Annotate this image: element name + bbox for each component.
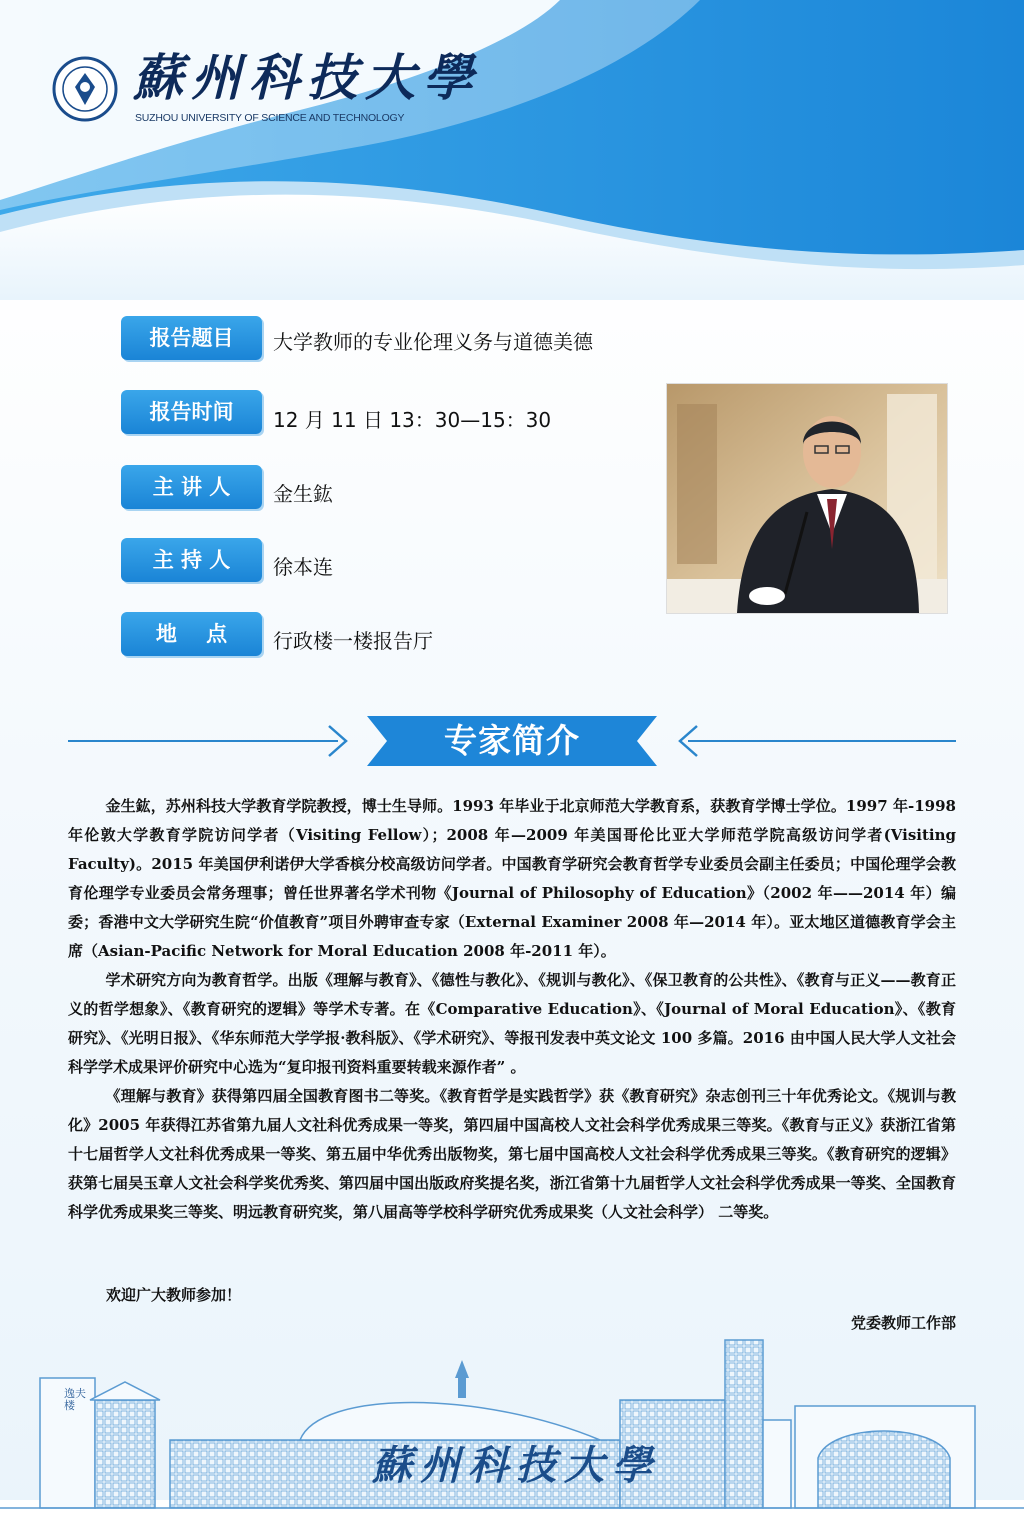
value-host: 徐本连 bbox=[273, 555, 333, 579]
value-topic: 大学教师的专业伦理义务与道德美德 bbox=[273, 330, 593, 354]
value-time: 12 月 11 日 13：30—15：30 bbox=[273, 408, 552, 432]
welcome-text: 欢迎广大教师参加！ bbox=[106, 1286, 242, 1304]
university-seal-icon bbox=[52, 56, 118, 122]
bio-paragraph: 《理解与教育》获得第四届全国教育图书二等奖。《教育哲学是实践哲学》获《教育研究》杂志创刊三十年优秀论文。《规训与教化》2005 年获得江苏省第九届人文社科优秀成果一等奖，第四届中国高校人文社会科学优秀成果三等奖。《教育与正义》获浙江省第十七届哲学人文社科优秀成果一等奖、第五届中华优秀出版物奖，第七届中国高校人文社会科学优秀成果三等奖。《教育研究的逻辑》获第七届吴玉章人文社会科学奖优秀奖、第四届中国出版政府奖提名奖，浙江省第十九届哲学人文社会科学优秀成果一等奖、全国教育科学优秀成果奖三等奖、明远教育研究奖，第八届高等学校科学研究优秀成果奖（人文社会科学） 二等奖。 bbox=[68, 1087, 956, 1221]
bio-text bbox=[68, 792, 956, 1227]
label-venue: 地 点 bbox=[121, 612, 262, 656]
chevron-right-icon bbox=[326, 724, 350, 758]
speaker-photo bbox=[666, 383, 948, 614]
value-speaker: 金生鈜 bbox=[273, 482, 333, 506]
label-host: 主 持 人 bbox=[121, 538, 262, 582]
skyline-university-name: 蘇州科技大學 bbox=[372, 1442, 660, 1489]
building-sign: 逸夫楼 bbox=[64, 1387, 86, 1412]
signature: 党委教师工作部 bbox=[850, 1314, 956, 1332]
university-name-en: SUZHOU UNIVERSITY OF SCIENCE AND TECHNOLOGY bbox=[135, 112, 405, 124]
label-topic: 报告题目 bbox=[121, 316, 262, 360]
value-venue: 行政楼一楼报告厅 bbox=[273, 629, 433, 653]
label-speaker: 主 讲 人 bbox=[121, 465, 262, 509]
section-line-left bbox=[68, 740, 338, 742]
section-title: 专家简介 bbox=[444, 721, 580, 760]
campus-skyline-illustration bbox=[0, 1330, 1024, 1535]
university-name-cn: 蘇州科技大學 bbox=[133, 48, 481, 107]
label-time: 报告时间 bbox=[121, 390, 262, 434]
section-line-right bbox=[688, 740, 956, 742]
bio-paragraph: 金生鈜，苏州科技大学教育学院教授，博士生导师。1993 年毕业于北京师范大学教育系，获教育学博士学位。1997 年-1998 年伦敦大学教育学院访问学者（Visiting Fellow）；2008 年—2009 年美国哥伦比亚大学师范学院高级访问学者(Visiting Faculty)。2015 年美国伊利诺伊大学香槟分校高级访问学者。中国教育学研究会教育哲学专业委员会副主任委员；中国伦理学会教育伦理学专业委员会常务理事；曾任世界著名学术刊物《Journal of Philosophy of Education》（2002 年——2014 年）编委；香港中文大学研究生院“价值教育”项目外聘审查专家（External Examiner 2008 年—2014 年）。亚太地区道德教育学会主席（Asian-Pacific Network for Moral Education 2008 年-2011 年）。 bbox=[68, 797, 956, 960]
bio-paragraph: 学术研究方向为教育哲学。出版《理解与教育》、《德性与教化》、《规训与教化》、《保卫教育的公共性》、《教育与正义——教育正义的哲学想象》、《教育研究的逻辑》等学术专著。在《Comparative Education》、《Journal of Moral Education》、《教育研究》、《光明日报》、《华东师范大学学报·教科版》、《学术研究》、等报刊发表中英文论文 100 多篇。2016 由中国人民大学人文社会科学学术成果评价研究中心选为“复印报刊资料重要转载来源作者” 。 bbox=[68, 971, 956, 1076]
